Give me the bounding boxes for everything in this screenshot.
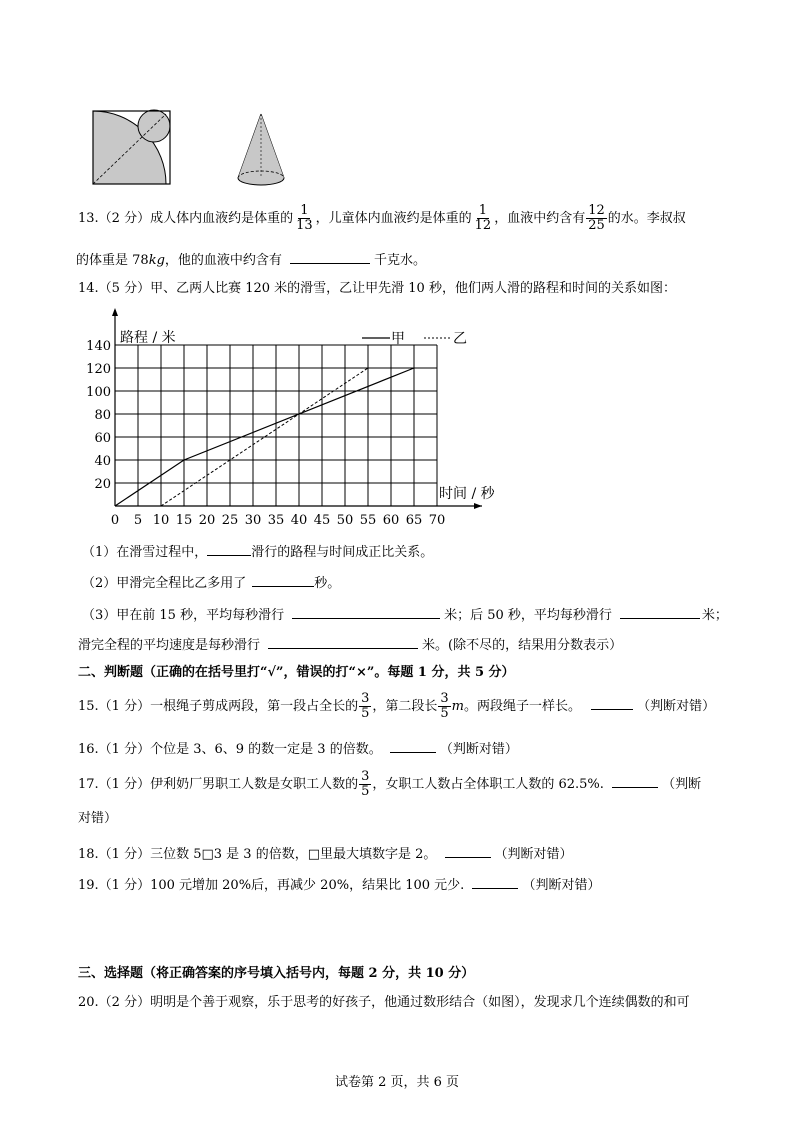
x-tick-label: 45 <box>313 513 331 528</box>
x-tick-label: 35 <box>267 513 285 528</box>
q17-fraction: $\frac{3}{5}$ <box>361 769 370 799</box>
q14-stem: 14.（5 分）甲、乙两人比赛 120 米的滑雪，乙让甲先滑 10 秒，他们两人滑的路程和时间的关系如图： <box>78 281 676 296</box>
q17-answer-blank[interactable] <box>612 773 658 788</box>
distance-time-chart <box>86 306 500 536</box>
y-tick-label: 20 <box>94 477 111 492</box>
q13-line2: 的体重是 78kg，他的血液中约含有 千克水。 <box>76 249 426 270</box>
x-tick-label: 15 <box>175 513 193 528</box>
y-tick-label: 140 <box>86 339 111 354</box>
y-axis-arrow <box>112 308 118 316</box>
q15-fraction-2: $\frac{3}{5}$ <box>440 691 449 721</box>
q13-answer-blank[interactable] <box>290 249 370 264</box>
q13-fraction-2: $\frac{1}{12}$ <box>474 203 492 233</box>
page-footer: 试卷第 2 页，共 6 页 <box>334 1075 460 1090</box>
q13-line1: 13.（2 分）成人体内血液约是体重的 $\frac{1}{13}$ ，儿童体内血液约是体重的 $\frac{1}{12}$ ，血液中约含有 $\frac{12}{25}$ 的水。李叔叔 <box>78 203 686 233</box>
q18: 18.（1 分）三位数 5□3 是 3 的倍数，□里最大填数字是 2。 （判断对错） <box>78 843 573 864</box>
geometry-figures <box>88 104 288 190</box>
q15-fraction-1: $\frac{3}{5}$ <box>361 691 370 721</box>
q14-sub3-blank-1[interactable] <box>292 604 440 619</box>
q14-sub3-line2: 滑完全程的平均速度是每秒滑行 米。(除不尽的，结果用分数表示） <box>78 634 622 655</box>
x-tick-label: 30 <box>244 513 262 528</box>
x-axis-label: 时间 / 秒 <box>439 486 495 502</box>
x-tick-label: 40 <box>290 513 308 528</box>
q15: 15.（1 分）一根绳子剪成两段，第一段占全长的 $\frac{3}{5}$ ，第二段长 $\frac{3}{5}$ m。两段绳子一样长。 （判断对错） <box>78 691 716 721</box>
x-tick-label: 10 <box>152 513 170 528</box>
q14-sub1-blank[interactable] <box>207 541 251 556</box>
q17-line2: 对错） <box>78 811 118 826</box>
q14-sub1: （1）在滑雪过程中， 滑行的路程与时间成正比关系。 <box>82 541 433 562</box>
q13-fraction-3: $\frac{12}{25}$ <box>588 203 605 233</box>
legend-label-甲: 甲 <box>391 331 405 347</box>
x-tick-label: 60 <box>382 513 400 528</box>
x-tick-label: 25 <box>221 513 239 528</box>
q14-sub3-blank-2[interactable] <box>620 604 700 619</box>
y-tick-label: 60 <box>94 431 111 446</box>
section3-title: 三、选择题（将正确答案的序号填入括号内，每题 2 分，共 10 分） <box>78 966 475 981</box>
q16: 16.（1 分）个位是 3、6、9 的数一定是 3 的倍数。 （判断对错） <box>78 738 518 759</box>
x-tick-label: 65 <box>405 513 423 528</box>
x-tick-label: 5 <box>133 513 143 528</box>
q14-sub2: （2）甲滑完全程比乙多用了 秒。 <box>82 572 340 593</box>
q14-sub2-blank[interactable] <box>252 572 314 587</box>
cone-figure <box>238 114 284 185</box>
q14-sub3-blank-3[interactable] <box>268 634 418 649</box>
q13-fraction-1: $\frac{1}{13}$ <box>296 203 313 233</box>
q13-prefix: 13.（2 分）成人体内血液约是体重的 <box>78 211 294 226</box>
q17: 17.（1 分）伊利奶厂男职工人数是女职工人数的 $\frac{3}{5}$ ，女职工人数占全体职工人数的 62.5%. （判断 <box>78 769 702 799</box>
q14-sub3-line1: （3）甲在前 15 秒，平均每秒滑行 米；后 50 秒，平均每秒滑行 米； <box>82 604 728 625</box>
q20: 20.（2 分）明明是个善于观察，乐于思考的好孩子，他通过数形结合（如图），发现求几个连续偶数的和可 <box>78 995 690 1010</box>
x-tick-label: 0 <box>110 513 120 528</box>
q15-answer-blank[interactable] <box>591 695 633 710</box>
legend-label-乙: 乙 <box>453 331 467 347</box>
x-tick-label: 55 <box>359 513 377 528</box>
q18-answer-blank[interactable] <box>445 843 491 858</box>
y-tick-label: 100 <box>86 385 111 400</box>
y-tick-label: 80 <box>94 408 111 423</box>
x-tick-label: 70 <box>428 513 446 528</box>
y-tick-label: 120 <box>86 362 111 377</box>
section2-title: 二、判断题（正确的在括号里打“√”，错误的打“×”。每题 1 分，共 5 分） <box>78 665 515 680</box>
q19: 19.（1 分）100 元增加 20%后，再减少 20%，结果比 100 元少. （判断对错） <box>78 874 600 895</box>
x-tick-label: 50 <box>336 513 354 528</box>
x-tick-label: 20 <box>198 513 216 528</box>
x-axis-arrow <box>474 503 482 509</box>
y-tick-label: 40 <box>94 454 111 469</box>
q16-answer-blank[interactable] <box>390 738 436 753</box>
y-axis-label: 路程 / 米 <box>120 330 176 346</box>
square-quarter-circle-figure <box>93 110 170 184</box>
q19-answer-blank[interactable] <box>472 874 518 889</box>
